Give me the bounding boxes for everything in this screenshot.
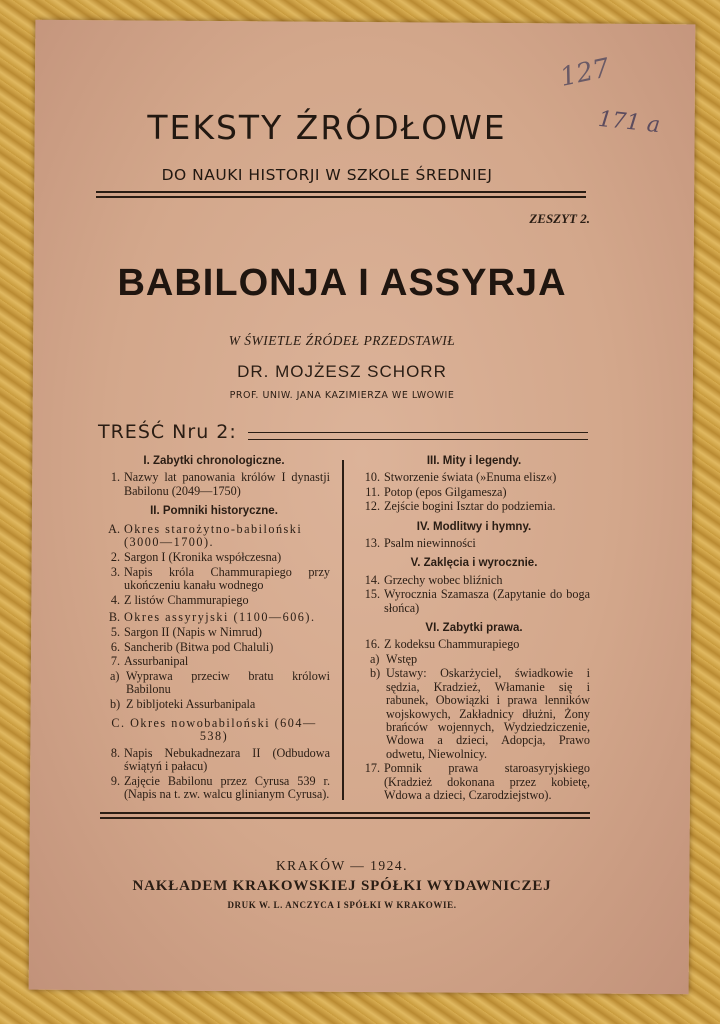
item-number: 5.: [110, 625, 120, 640]
toc-item: [358, 500, 590, 513]
subitem-text: Ustawy: Oskarżyciel, świadkowie i sędzia, Kradzież, Włamanie się i rabunek, Obowiązki i prawa lenników wojskowych, Zakładnicy dłużni, Żony brańców wojennych, Wydziedziczenie, Wdowa a dzieci, Adopcja, Prawo odwetu, Niewolnicy.: [386, 666, 590, 761]
toc-group: C. Okres nowobabiloński (604—538): [111, 715, 317, 744]
group-text: Okres assyryjski (1100—606).: [124, 610, 316, 625]
item-number: 10.: [364, 470, 380, 485]
imprint-publisher: NAKŁADEM KRAKOWSKIEJ SPÓŁKI WYDAWNICZEJ: [132, 878, 552, 894]
item-text: Stworzenie świata (»Enuma elisz«): [384, 470, 557, 485]
item-text: Pomnik prawa staroasyryjskiego (Kradzież dokonana przez kobietę, Wdowa a dzieci, Czarodziejstwo).: [384, 761, 590, 802]
item-number: 7.: [110, 654, 120, 669]
subitem-text: Z bibljoteki Assurbanipala: [126, 696, 256, 711]
group-letter: B.: [108, 610, 120, 625]
item-number: 11.: [365, 484, 380, 499]
item-text: Wyrocznia Szamasza (Zapytanie do boga słońca): [384, 587, 590, 615]
toc-group: [98, 523, 330, 550]
toc-heading: TREŚĆ Nru 2:: [98, 421, 237, 443]
series-subtitle: DO NAUKI HISTORJI W SZKOLE ŚREDNIEJ: [161, 166, 493, 184]
group-text: Okres starożytno-babiloński (3000—1700).: [124, 521, 303, 550]
item-text: Napis króla Chammurapiego przy ukończeniu kanału wodnego: [124, 564, 330, 593]
divider-rule: [96, 191, 586, 193]
item-text: Nazwy lat panowania królów I dynastji Babilonu (2049—1750): [124, 470, 330, 498]
item-number: 15.: [364, 587, 380, 602]
divider-rule: [96, 196, 586, 198]
subitem-letter: a): [110, 668, 120, 683]
section-heading: V. Zaklęcia i wyrocznie.: [410, 557, 538, 570]
toc-subitem: [110, 670, 330, 697]
toc-item: [98, 655, 330, 668]
section-heading: II. Pomniki historyczne.: [150, 505, 278, 518]
item-text: Z kodeksu Chammurapiego: [384, 637, 520, 652]
toc-subitem: [110, 698, 330, 711]
item-text: Napis Nebukadnezara II (Odbudowa świątyń i pałacu): [124, 745, 330, 774]
item-text: Potop (epos Gilgamesza): [384, 484, 507, 499]
item-number: 16.: [364, 637, 380, 652]
item-text: Sargon I (Kronika współczesna): [124, 550, 282, 565]
toc-item: [98, 626, 330, 639]
handwritten-note: 127: [557, 53, 613, 93]
item-text: Sancherib (Bitwa pod Chaluli): [124, 639, 274, 654]
toc-item: [358, 471, 590, 484]
toc-item: [358, 486, 590, 499]
toc-item: [358, 762, 590, 802]
subitem-letter: b): [110, 696, 121, 711]
item-number: 2.: [110, 550, 120, 565]
group-letter: A.: [108, 521, 120, 536]
subitem-letter: a): [370, 651, 380, 666]
author-affiliation: PROF. UNIW. JANA KAZIMIERZA WE LWOWIE: [229, 390, 455, 401]
item-text: Grzechy wobec bliźnich: [384, 572, 503, 587]
series-title: TEKSTY ŹRÓDŁOWE: [147, 108, 507, 147]
divider-rule: [100, 817, 590, 819]
toc-item: [98, 641, 330, 654]
toc-item: [358, 574, 590, 587]
item-number: 13.: [364, 536, 380, 551]
item-text: Psalm niewinności: [384, 536, 476, 551]
item-number: 3.: [110, 564, 120, 579]
item-number: 4.: [110, 592, 120, 607]
item-number: 1.: [110, 470, 120, 485]
item-text: Zajęcie Babilonu przez Cyrusa 539 r. (Napis na t. zw. walcu glinianym Cyrusa).: [124, 773, 330, 801]
toc-item: [358, 537, 590, 550]
toc-item: [98, 566, 330, 593]
section-heading: IV. Modlitwy i hymny.: [416, 520, 532, 533]
section-heading: I. Zabytki chronologiczne.: [143, 455, 285, 467]
toc-item: [98, 747, 330, 774]
item-number: 14.: [364, 572, 380, 587]
item-number: 12.: [364, 499, 380, 514]
subitem-text: Wstęp: [386, 651, 418, 666]
subitem-letter: b): [370, 666, 381, 681]
item-number: 9.: [110, 773, 120, 788]
toc-heading-rule: [248, 432, 588, 440]
subitem-text: Wyprawa przeciw bratu królowi Babilonu: [126, 668, 330, 697]
author-name: DR. MOJŻESZ SCHORR: [237, 362, 447, 381]
page-title: BABILONJA I ASSYRJA: [117, 262, 567, 304]
toc-group: [98, 611, 330, 624]
item-text: Sargon II (Napis w Nimrud): [124, 625, 262, 640]
item-number: 8.: [110, 745, 120, 760]
toc-item: [98, 775, 330, 802]
toc-left-column: [98, 455, 330, 802]
handwritten-note: 171 a: [596, 106, 662, 139]
item-text: Zejście bogini Isztar do podziemia.: [384, 499, 556, 514]
item-text: Assurbanipal: [124, 654, 189, 669]
item-number: 17.: [364, 761, 380, 776]
toc-item: [98, 471, 330, 498]
issue-number: ZESZYT 2.: [529, 211, 590, 226]
toc-item: [98, 594, 330, 607]
toc-subitem: [370, 667, 590, 761]
toc-item: [98, 551, 330, 564]
imprint-place-year: KRAKÓW — 1924.: [275, 858, 409, 873]
imprint-printer: DRUK W. L. ANCZYCA I SPÓŁKI W KRAKOWIE.: [227, 900, 457, 910]
item-text: Z listów Chammurapiego: [124, 592, 249, 607]
item-number: 6.: [110, 639, 120, 654]
presented-by: W ŚWIETLE ŹRÓDEŁ PRZEDSTAWIŁ: [228, 333, 456, 348]
section-heading: III. Mity i legendy.: [426, 455, 522, 467]
section-heading: VI. Zabytki prawa.: [425, 622, 523, 635]
toc-right-column: [358, 455, 590, 803]
toc-item: [358, 638, 590, 651]
toc-subitem: [370, 653, 590, 666]
divider-rule: [100, 812, 590, 814]
toc-item: [358, 588, 590, 615]
column-divider: [342, 460, 344, 800]
